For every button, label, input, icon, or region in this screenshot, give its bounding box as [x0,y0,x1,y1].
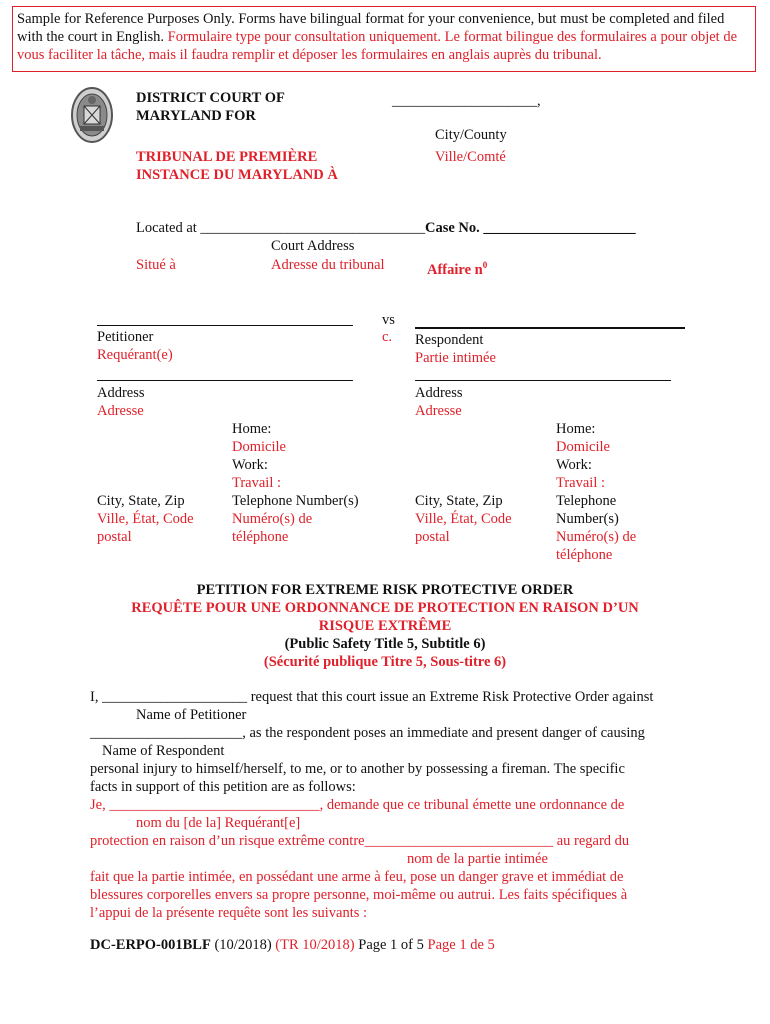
respondent-telephone-label-fr2: téléphone [556,547,613,563]
located-at-field[interactable]: Located at _______________________________ [136,220,426,236]
body-fr-line1[interactable]: Je, _____________________________, demande que ce tribunal émette une ordonnance de [90,797,625,813]
petitioner-work-label: Work: [232,457,268,473]
petitioner-name-line[interactable] [97,325,353,326]
respondent-address-line[interactable] [415,380,671,381]
petitioner-telephone-label: Telephone Number(s) [232,493,359,509]
body-fr-respondent-label: nom de la partie intimée [407,851,548,867]
respondent-city-label-fr2: postal [415,529,450,545]
petition-title-fr-line1: REQUÊTE POUR UNE ORDONNANCE DE PROTECTION EN RAISON D’UN [131,600,639,616]
body-fr-line3[interactable]: protection en raison d’un risque extrême contre__________________________ au regard du [90,833,630,849]
banner-english: Sample for Reference Purposes Only. Forms have bilingual format for your convenience, but must be completed and filed with the court in English. [17,11,725,45]
respondent-home-label: Home: [556,421,596,437]
respondent-label-fr: Partie intimée [415,350,496,366]
court-name-line1: DISTRICT COURT OF [136,90,285,106]
petition-request-line[interactable]: I, ____________________ request that this court issue an Extreme Risk Protective Order against [90,689,654,705]
respondent-danger-line[interactable]: _____________________, as the respondent poses an immediate and present danger of causing [90,725,645,741]
adresse-tribunal-label: Adresse du tribunal [271,257,385,273]
petitioner-work-label-fr: Travail : [232,475,282,491]
petitioner-home-label-fr: Domicile [232,439,286,455]
court-name-fr-line2: INSTANCE DU MARYLAND À [136,167,338,183]
petitioner-address-label-fr: Adresse [97,403,144,419]
form-footer [90,936,495,954]
court-name-fr-line1: TRIBUNAL DE PREMIÈRE [136,149,318,165]
versus-label: vs [382,312,395,328]
petitioner-address-line[interactable] [97,380,353,381]
city-county-label: City/County [435,127,507,143]
reference-banner [12,6,756,72]
body-text-line6: facts in support of this petition are as follows: [90,779,356,795]
respondent-name-line[interactable] [415,327,685,329]
court-name-line2: MARYLAND FOR [136,108,256,124]
petitioner-city-label-fr2: postal [97,529,132,545]
petition-title-fr-line2: RISQUE EXTRÊME [318,618,452,634]
petitioner-telephone-label-fr2: téléphone [232,529,289,545]
petitioner-address-label: Address [97,385,145,401]
respondent-city-label-fr1: Ville, État, Code [415,511,512,527]
petitioner-label-fr: Requérant(e) [97,347,173,363]
body-fr-line5: fait que la partie intimée, en possédant une arme à feu, pose un danger grave et immédiat de [90,869,624,885]
petitioner-telephone-label-fr1: Numéro(s) de [232,511,313,527]
city-county-label-fr: Ville/Comté [435,149,506,165]
body-text-line5: personal injury to himself/herself, to me, or to another by possessing a fireman. The specific [90,761,625,777]
form-date: (10/2018) [210,937,276,953]
case-number-field[interactable]: Case No. _____________________ [425,220,636,236]
petitioner-city-label: City, State, Zip [97,493,185,509]
respondent-telephone-label1: Telephone [556,493,617,509]
versus-label-fr: c. [382,329,393,345]
banner-french: Formulaire type pour consultation uniquement. Le format bilingue des formulaires a pour objet de vous faciliter la tâche, mais il faudra remplir et déposer les formulaires en anglais auprès du tribunal. [17,29,738,63]
petitioner-home-label: Home: [232,421,272,437]
page-number: Page 1 of 5 [354,937,428,953]
respondent-city-label: City, State, Zip [415,493,503,509]
petition-subtitle-fr: (Sécurité publique Titre 5, Sous-titre 6) [263,654,507,670]
name-of-petitioner-label: Name of Petitioner [136,707,247,723]
respondent-telephone-label2: Number(s) [556,511,619,527]
petitioner-city-label-fr1: Ville, État, Code [97,511,194,527]
respondent-work-label: Work: [556,457,592,473]
respondent-label: Respondent [415,332,484,348]
form-tr: (TR 10/2018) [275,937,355,953]
body-fr-line6: blessures corporelles envers sa propre personne, moi-même ou autrui. Les faits spécifiques à [90,887,628,903]
name-of-respondent-label: Name of Respondent [102,743,225,759]
respondent-home-label-fr: Domicile [556,439,610,455]
body-fr-line7: l’appui de la présente requête sont les suivants : [90,905,368,921]
respondent-telephone-label-fr1: Numéro(s) de [556,529,637,545]
respondent-work-label-fr: Travail : [556,475,606,491]
maryland-seal-icon [70,86,114,144]
form-id: DC-ERPO-001BLF [90,937,211,953]
situe-label: Situé à [136,257,176,273]
body-fr-petitioner-label: nom du [de la] Requérant[e] [136,815,301,831]
page-number-fr: Page 1 de 5 [427,937,495,953]
city-county-field[interactable]: ____________________, [392,93,541,109]
respondent-address-label-fr: Adresse [415,403,462,419]
affaire-label: Affaire $n^0$ [427,260,488,278]
petition-subtitle: (Public Safety Title 5, Subtitle 6) [284,636,486,652]
petition-title: PETITION FOR EXTREME RISK PROTECTIVE ORDER [196,582,574,598]
respondent-address-label: Address [415,385,463,401]
court-address-label: Court Address [271,238,355,254]
petitioner-label: Petitioner [97,329,154,345]
